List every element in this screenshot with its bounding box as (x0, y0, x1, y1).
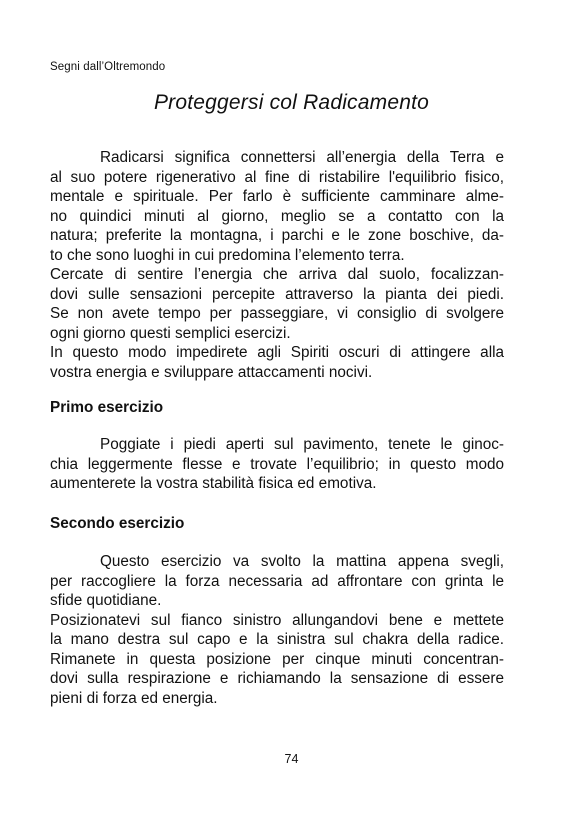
text-line: to che sono luoghi in cui predomina l’elemento terra. (50, 246, 405, 264)
exercise-1-paragraph (50, 435, 504, 494)
text-line: Cercate di sentire l’energia che arriva dal suolo, focalizzan- (50, 266, 504, 283)
text-line: per raccogliere la forza necessaria ad affrontare con grinta le (50, 572, 504, 590)
text-line: la mano destra sul capo e la sinistra sul chakra della radice. (50, 631, 504, 648)
exercise-1-heading: Primo esercizio (50, 399, 164, 416)
text-line: chia leggermente flesse e trovate l’equilibrio; in questo modo (50, 455, 504, 473)
exercise-2-heading: Secondo esercizio (50, 515, 185, 532)
text-line: no quindici minuti al giorno, meglio se a contatto con la (50, 207, 504, 225)
intro-paragraph (50, 148, 504, 382)
text-line: Se non avete tempo per passeggiare, vi consiglio di svolgere (50, 305, 504, 322)
text-line: sfide quotidiane. (50, 592, 162, 609)
text-line: In questo modo impedirete agli Spiriti oscuri di attingere alla (50, 344, 504, 361)
text-line: Poggiate i piedi aperti sul pavimento, tenete le ginoc- (100, 436, 504, 453)
page-number: 74 (284, 752, 299, 766)
text-line: natura; preferite la montagna, i parchi e le zone boschive, da- (50, 227, 504, 244)
running-header: Segni dall’Oltremondo (50, 61, 166, 73)
text-line: aumenterete la vostra stabilità fisica ed emotiva. (50, 475, 377, 492)
chapter-title: Proteggersi col Radicamento (153, 91, 430, 114)
exercise-2-paragraph (50, 552, 504, 708)
text-line: Radicarsi significa connettersi all’energia della Terra e (100, 149, 504, 166)
text-line: mentale e spirituale. Per farlo è sufficiente camminare alme- (50, 188, 504, 205)
text-line: dovi sulle sensazioni percepite attraverso la pianta dei piedi. (50, 285, 504, 303)
text-line: Questo esercizio va svolto la mattina appena svegli, (100, 553, 504, 570)
text-line: dovi sulla respirazione e richiamando la sensazione di essere (50, 670, 504, 687)
text-line: Posizionatevi sul fianco sinistro allungandovi bene e mettete (50, 611, 504, 629)
text-line: ogni giorno questi semplici esercizi. (50, 324, 291, 342)
text-line: pieni di forza ed energia. (50, 689, 218, 707)
text-line: vostra energia e sviluppare attaccamenti nocivi. (50, 363, 373, 381)
text-line: al suo potere rigenerativo al fine di ristabilire l'equilibrio fisico, (50, 168, 504, 186)
text-line: Rimanete in questa posizione per cinque minuti concentran- (50, 650, 504, 668)
